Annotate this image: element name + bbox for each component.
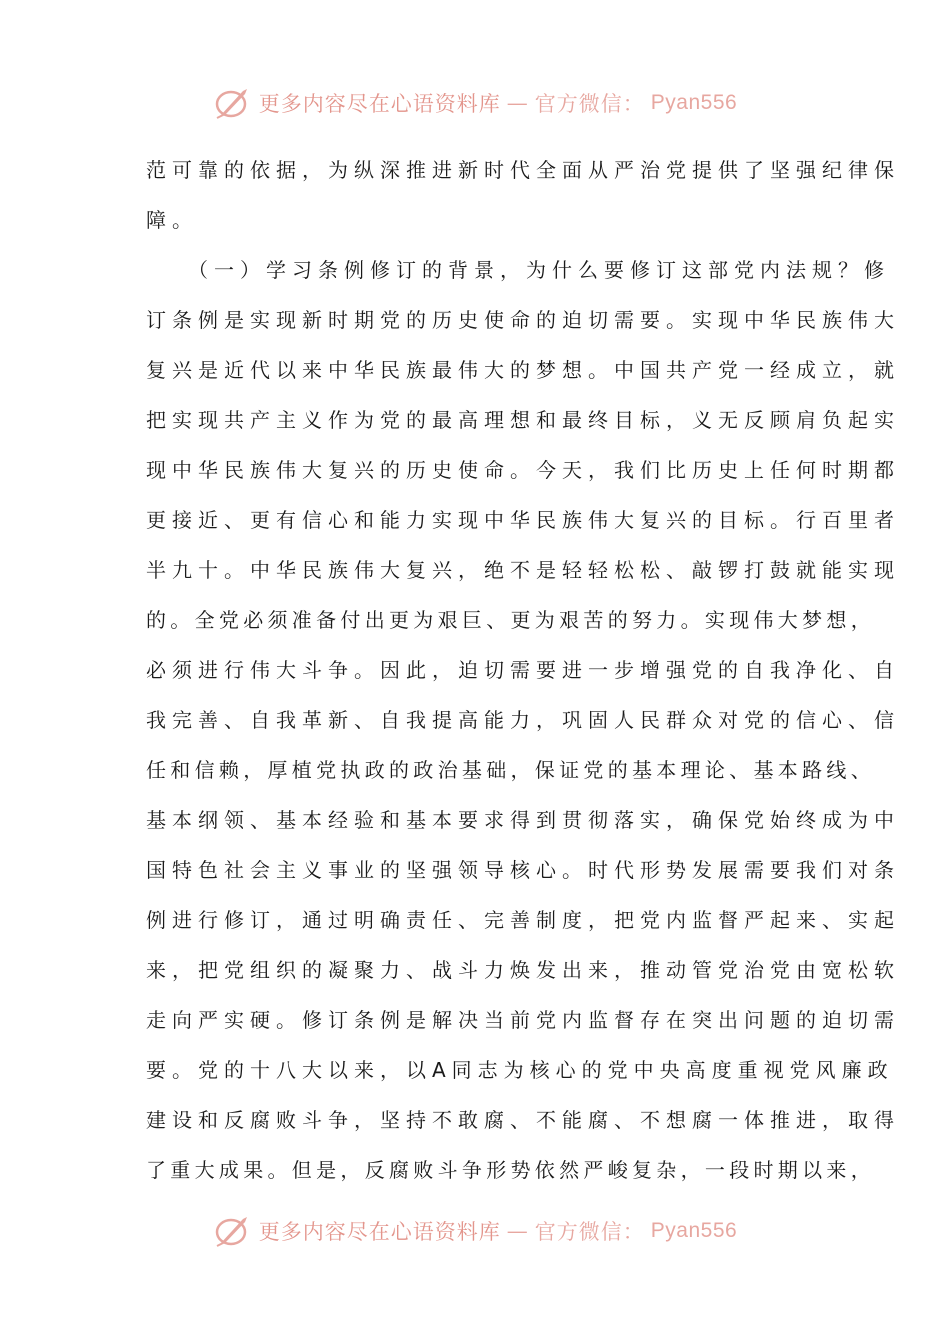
text-line: 现中华民族伟大复兴的历史使命。今天，我们比历史上任何时期都 (146, 458, 900, 482)
text-line: 国特色社会主义事业的坚强领导核心。时代形势发展需要我们对条 (146, 858, 900, 882)
text-line: 障。 (146, 208, 198, 232)
text-line: 更接近、更有信心和能力实现中华民族伟大复兴的目标。行百里者 (146, 508, 900, 532)
section-heading-line: （一）学习条例修订的背景，为什么要修订这部党内法规？修 (188, 258, 890, 282)
watermark-label: 官方微信： (534, 1220, 645, 1244)
text-line: 的。全党必须准备付出更为艰巨、更为艰苦的努力。实现伟大梦想， (146, 608, 875, 632)
quill-pen-logo-icon (213, 1213, 253, 1249)
document-body (146, 145, 900, 1195)
text-line: 我完善、自我革新、自我提高能力，巩固人民群众对党的信心、信 (146, 708, 900, 732)
text-line: 任和信赖，厚植党执政的政治基础，保证党的基本理论、基本路线、 (146, 758, 875, 782)
text-line: 必须进行伟大斗争。因此，迫切需要进一步增强党的自我净化、自 (146, 658, 900, 682)
text-line: 复兴是近代以来中华民族最伟大的梦想。中国共产党一经成立，就 (146, 358, 900, 382)
text-line: 走向严实硬。修订条例是解决当前党内监督存在突出问题的迫切需 (146, 1008, 900, 1032)
watermark-brand: 更多内容尽在心语资料库 (258, 1220, 501, 1244)
text-line: 例进行修订，通过明确责任、完善制度，把党内监督严起来、实起 (146, 908, 900, 932)
text-line: 订条例是实现新时期党的历史使命的迫切需要。实现中华民族伟大 (146, 308, 900, 332)
watermark-dash: — (506, 91, 529, 115)
text-line: 要。党的十八大以来，以A同志为核心的党中央高度重视党风廉政 (146, 1058, 894, 1082)
watermark-brand: 更多内容尽在心语资料库 (258, 92, 501, 116)
watermark-wechat-id: Pyan556 (650, 1219, 738, 1242)
text-line: 范可靠的依据，为纵深推进新时代全面从严治党提供了坚强纪律保 (146, 158, 900, 182)
watermark-wechat-id: Pyan556 (650, 91, 738, 114)
footer-watermark (0, 1211, 950, 1251)
text-line: 了重大成果。但是，反腐败斗争形势依然严峻复杂，一段时期以来， (146, 1158, 875, 1182)
text-line: 建设和反腐败斗争，坚持不敢腐、不能腐、不想腐一体推进，取得 (146, 1108, 900, 1132)
watermark-dash: — (506, 1219, 529, 1243)
watermark-label: 官方微信： (534, 92, 645, 116)
text-line: 半九十。中华民族伟大复兴，绝不是轻轻松松、敲锣打鼓就能实现 (146, 558, 900, 582)
quill-pen-logo-icon (213, 85, 253, 121)
text-line: 来，把党组织的凝聚力、战斗力焕发出来，推动管党治党由宽松软 (146, 958, 900, 982)
header-watermark (0, 83, 950, 123)
text-line: 基本纲领、基本经验和基本要求得到贯彻落实，确保党始终成为中 (146, 808, 900, 832)
text-line: 把实现共产主义作为党的最高理想和最终目标，义无反顾肩负起实 (146, 408, 900, 432)
